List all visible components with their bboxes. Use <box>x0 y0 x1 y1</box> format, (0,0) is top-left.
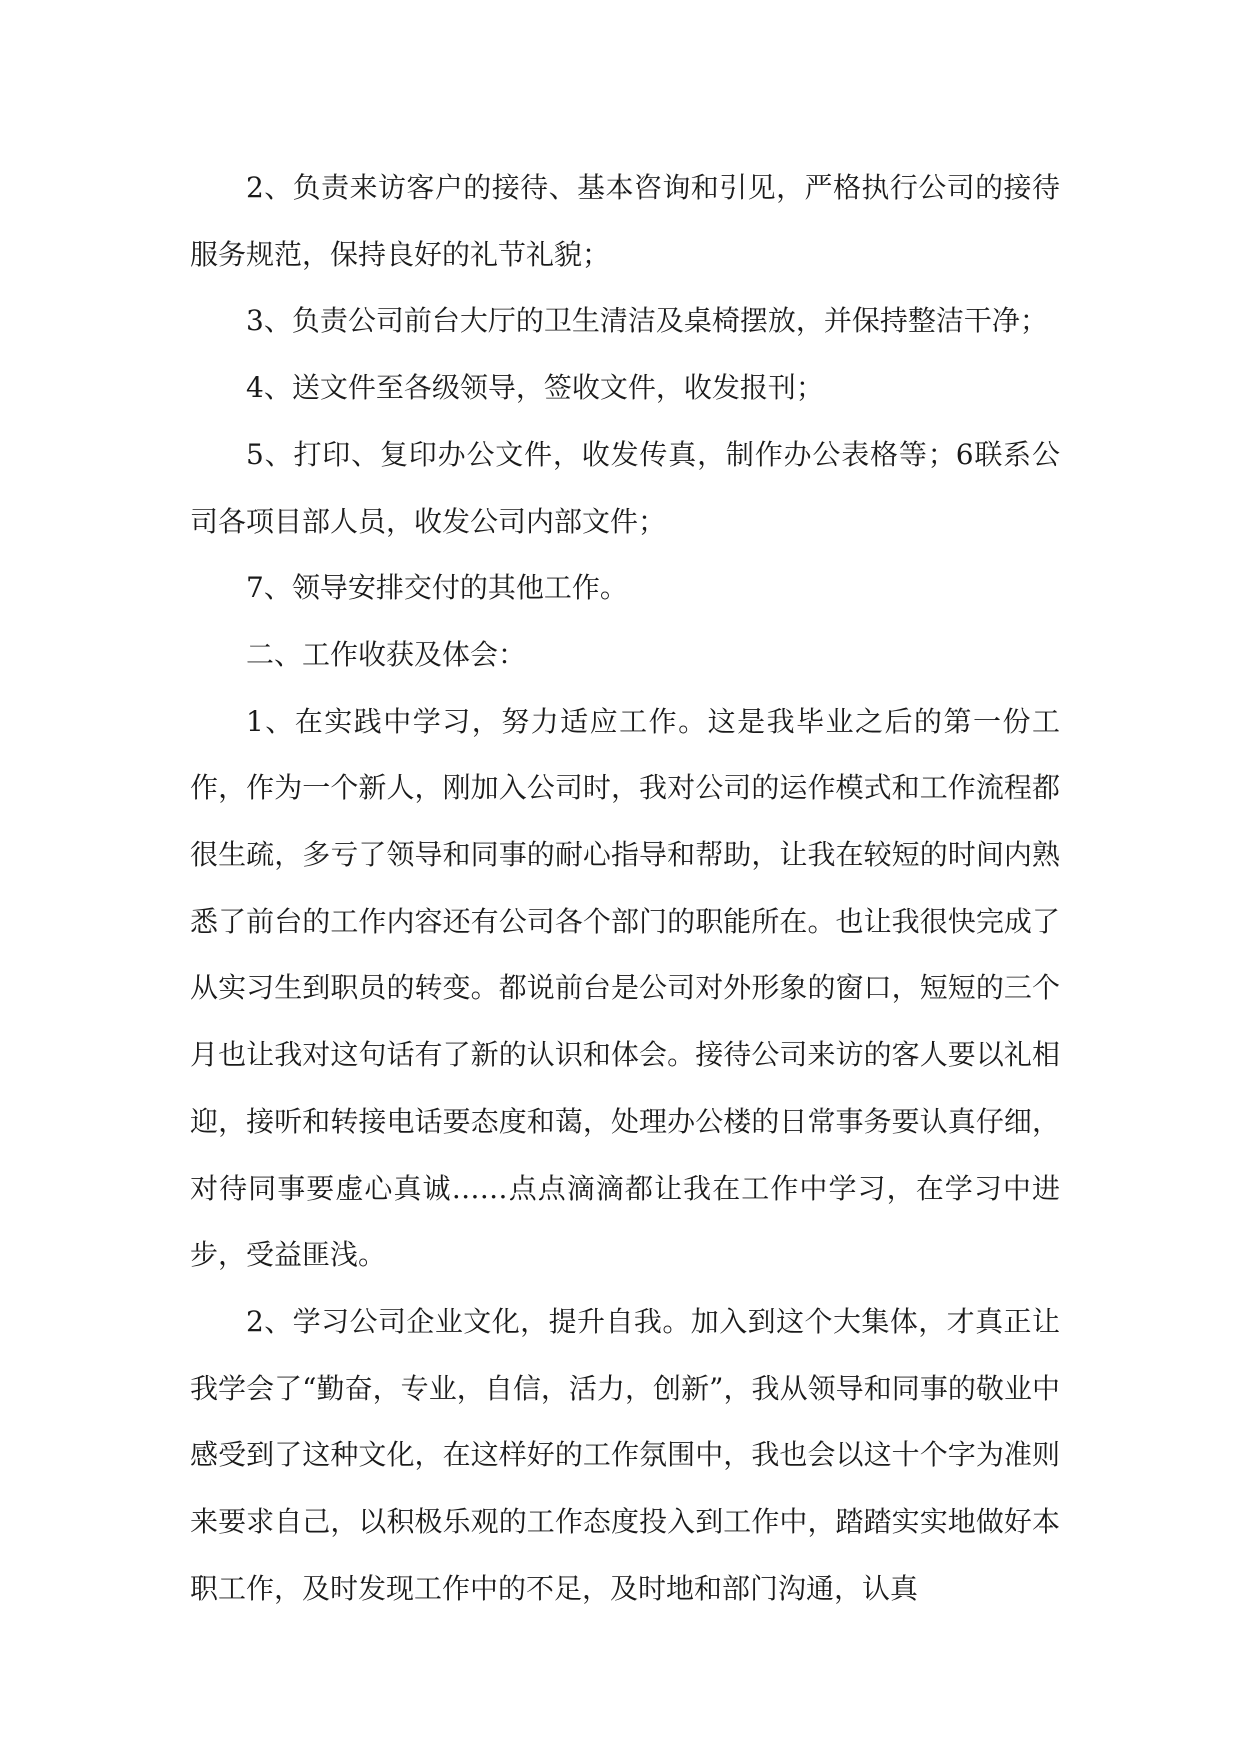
paragraph-gain-2: 2、学习公司企业文化，提升自我。加入到这个大集体，才真正让我学会了“勤奋，专业，自信，活力，创新”，我从领导和同事的敬业中感受到了这种文化，在这样好的工作氛围中，我也会以这十个字为准则来要求自己，以积极乐观的工作态度投入到工作中，踏踏实实地做好本职工作，及时发现工作中的不足，及时地和部门沟通，认真 <box>190 1304 1060 1605</box>
paragraph-duty-2: 2、负责来访客户的接待、基本咨询和引见，严格执行公司的接待服务规范，保持良好的礼节礼貌； <box>190 171 1060 271</box>
paragraph-gain-1: 1、在实践中学习，努力适应工作。这是我毕业之后的第一份工作，作为一个新人，刚加入公司时，我对公司的运作模式和工作流程都很生疏，多亏了领导和同事的耐心指导和帮助，让我在较短的时间内熟悉了前台的工作内容还有公司各个部门的职能所在。也让我很快完成了从实习生到职员的转变。都说前台是公司对外形象的窗口，短短的三个月也让我对这句话有了新的认识和体会。接待公司来访的客人要以礼相迎，接听和转接电话要态度和蔼，处理办公楼的日常事务要认真仔细，对待同事要虚心真诚……点点滴滴都让我在工作中学习，在学习中进步，受益匪浅。 <box>190 704 1060 1272</box>
section-heading: 二、工作收获及体会： <box>246 637 527 671</box>
document-body <box>190 155 1060 1622</box>
paragraph-duty-5-6: 5、打印、复印办公文件，收发传真，制作办公表格等；6联系公司各项目部人员，收发公司内部文件； <box>190 437 1060 538</box>
paragraph-duty-7: 7、领导安排交付的其他工作。 <box>246 571 628 605</box>
paragraph-duty-3: 3、负责公司前台大厅的卫生清洁及桌椅摆放，并保持整洁干净； <box>246 304 1048 338</box>
paragraph-duty-4: 4、送文件至各级领导，签收文件，收发报刊； <box>246 371 824 405</box>
